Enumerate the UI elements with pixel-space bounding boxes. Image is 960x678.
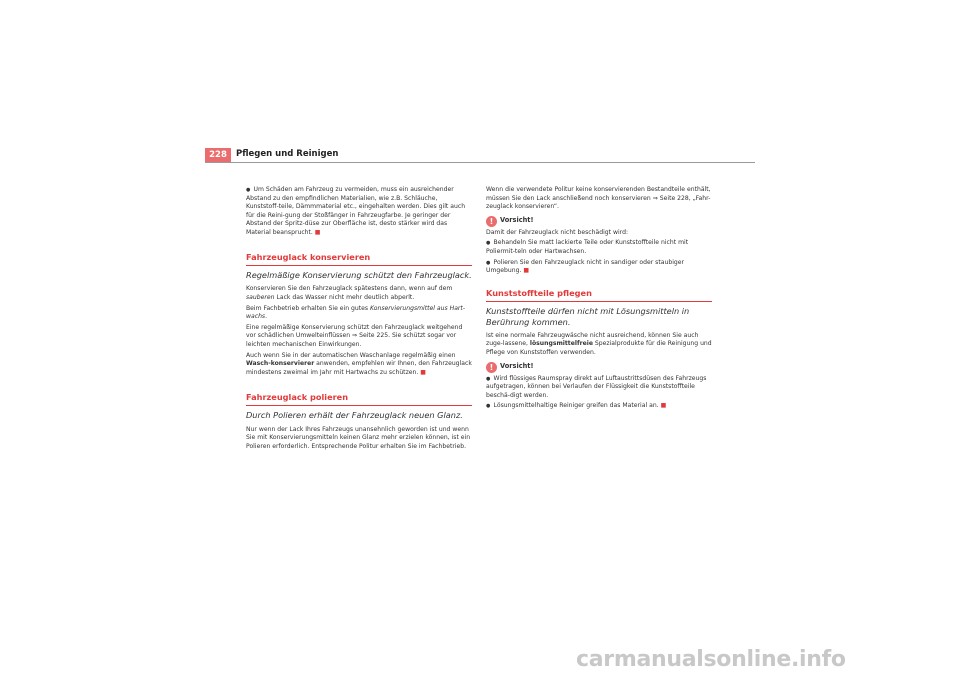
end-mark: ■ [523,267,530,275]
warning-icon: ! [486,362,497,373]
end-mark: ■ [314,228,321,236]
caution-heading [486,216,712,227]
intro-bullet: ● Um Schäden am Fahrzeug zu vermeiden, muss ein ausreichender Abstand zu den empfindlichen Materialien, wie z.B. Schläuche, Kunststoff-teile, Dämmmaterial etc., eingehalten werden. Dies gilt auch für die Reini-gung der Stoßfänger in Fahrzeugfarbe. Je geringer der Abstand der Spritz-düse zur Oberfläche ist, desto stärker wird das Material beansprucht. ■ [246,186,472,237]
end-mark: ■ [420,368,426,376]
paragraph: Beim Fachbetrieb erhalten Sie ein gutes Konservierungsmittel aus Hart-wachs. [246,304,466,321]
section-title-plastic: Kunststoffteile pflegen [486,288,712,302]
paragraph: Nur wenn der Lack Ihres Fahrzeugs unansehnlich geworden ist und wenn Sie mit Konservierungsmitteln keinen Glanz mehr erzielen können, ist ein Polieren erforderlich. Entsprechende Politur erhalten Sie im Fachbetrieb. [246,425,471,450]
right-column [486,186,712,413]
caution-bullet: ● Polieren Sie den Fahrzeuglack nicht in sandiger oder staubiger Umgebung. ■ [486,259,712,276]
caution-title: Vorsicht! [500,362,534,371]
paragraph: Ist eine normale Fahrzeugwäsche nicht ausreichend, können Sie auch zuge-lassene, lösungsmittelfreie Spezialprodukte für die Reinigung und Pflege von Kunststoffen verwenden. [486,331,712,356]
caution-intro: Damit der Fahrzeuglack nicht beschädigt wird: [486,228,628,236]
caution-heading [486,362,712,373]
warning-icon: ! [486,216,497,227]
paragraph: Konservieren Sie den Fahrzeuglack spätestens dann, wenn auf dem sauberen Lack das Wasser nicht mehr deutlich abperlt. [246,285,453,301]
left-column [246,186,472,453]
subtitle-conserve: Regelmäßige Konservierung schützt den Fahrzeuglack. [246,270,472,281]
caution-title: Vorsicht! [500,216,534,225]
paragraph: Wenn die verwendete Politur keine konservierenden Bestandteile enthält, müssen Sie den Lack anschließend noch konservieren ⇒ Seite 228, „Fahr-zeuglack konservieren“. [486,186,711,211]
subtitle-polish: Durch Polieren erhält der Fahrzeuglack neuen Glanz. [246,410,463,421]
section-title-polish: Fahrzeuglack polieren [246,392,472,406]
caution-bullet: ● Lösungsmittelhaltige Reiniger greifen das Material an. ■ [486,402,712,411]
paragraph: Auch wenn Sie in der automatischen Waschanlage regelmäßig einen Wasch-konservierer anwenden, empfehlen wir Ihnen, den Fahrzeuglack mindestens zweimal im Jahr mit Hartwachs zu schützen. ■ [246,351,472,376]
paragraph: Eine regelmäßige Konservierung schützt den Fahrzeuglack weitgehend vor schädlichen Umwelteinflüssen ⇒ Seite 225. Sie schützt sogar vor leichten mechanischen Einwirkungen. [246,323,463,348]
end-mark: ■ [660,402,667,410]
chapter-title: Pflegen und Reinigen [236,149,339,159]
page-number-badge: 228 [205,148,231,162]
caution-bullet: ● Behandeln Sie matt lackierte Teile oder Kunststoffteile nicht mit Poliermit-teln oder Hartwachsen. [486,239,712,256]
section-title-conserve: Fahrzeuglack konservieren [246,252,472,266]
caution-bullet: ● Wird flüssiges Raumspray direkt auf Luftaustrittsdüsen des Fahrzeugs aufgetragen, können bei Verlaufen der Flüssigkeit die Kunststoffteile beschä-digt werden. [486,375,712,401]
header-divider [205,162,755,163]
watermark: carmanualsonline.info [576,647,846,672]
subtitle-plastic: Kunststoffteile dürfen nicht mit Lösungsmitteln in Berührung kommen. [486,305,690,327]
